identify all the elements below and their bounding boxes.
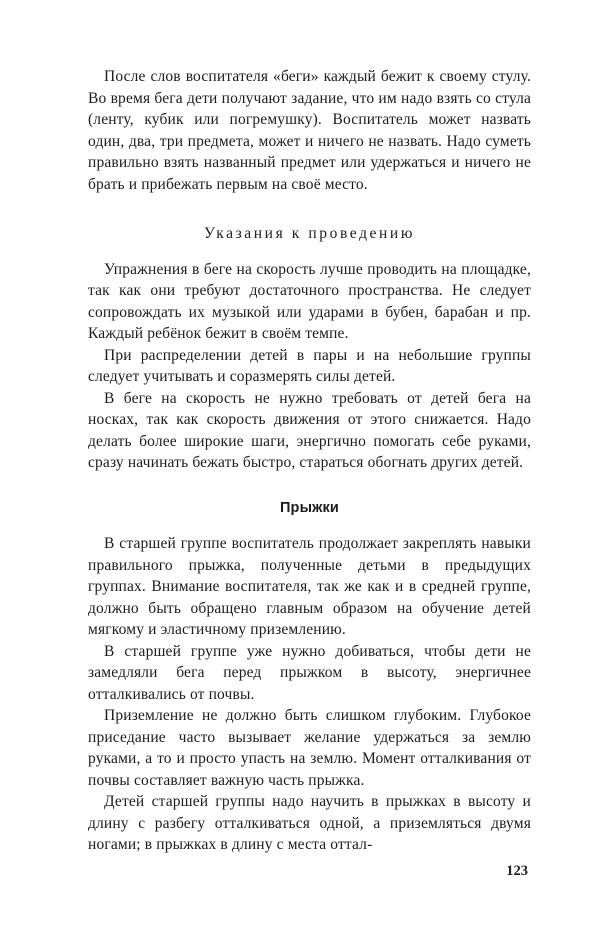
jumps-heading: Прыжки (279, 499, 339, 516)
intro-paragraph: После слов воспитателя «беги» каждый бежит к своему стулу. Во время бега дети получают задание, что им надо взять со стула (ленту, кубик или погремушку). Воспитатель может назвать один, два, три предмета, может и ничего не назвать. Надо суметь правильно взять названный предмет или удержаться и ничего не брать и прибежать первым на своё место. (88, 68, 531, 193)
jumps-paragraph-3: Приземление не должно быть слишком глубоким. Глубокое приседание часто вызывает желание удержаться за землю руками, а то и просто упасть на землю. Момент отталкивания от почвы составляет важную часть прыжка. (88, 707, 531, 789)
jumps-paragraph-4: Детей старшей группы надо научить в прыжках в высоту и длину с разбегу отталкиваться одной, а приземляться двумя ногами; в прыжках в длину с места оттал- (88, 793, 531, 853)
page-number: 123 (506, 863, 528, 879)
jumps-paragraph-2: В старшей группе уже нужно добиваться, чтобы дети не замедляли бега перед прыжком в высоту, энергичнее отталкивались от почвы. (88, 642, 531, 703)
section-paragraph-1: Упражнения в беге на скорость лучше проводить на площадке, так как они требуют достаточного пространства. Не следует сопровождать их музыкой или ударами в бубен, барабан и пр. Каждый ребёнок бежит в своём темпе. (88, 260, 531, 342)
section-paragraph-3: В беге на скорость не нужно требовать от детей бега на носках, так как скорость движения от этого снижается. Надо делать более широкие шаги, энергично помогать себе руками, сразу начинать бежать быстро, стараться обогнать других детей. (88, 389, 531, 471)
section-title: Указания к проведению (203, 225, 416, 242)
jumps-paragraph-1: В старшей группе воспитатель продолжает закреплять навыки правильного прыжка, полученные детьми в предыдущих группах. Внимание воспитателя, так же как и в средней группе, должно быть обращено главным образом на обучение детей мягкому и эластичному приземлению. (88, 535, 531, 638)
book-page (88, 66, 531, 856)
section-paragraph-2: При распределении детей в пары и на небольшие группы следует учитывать и соразмерять силы детей. (88, 346, 531, 385)
